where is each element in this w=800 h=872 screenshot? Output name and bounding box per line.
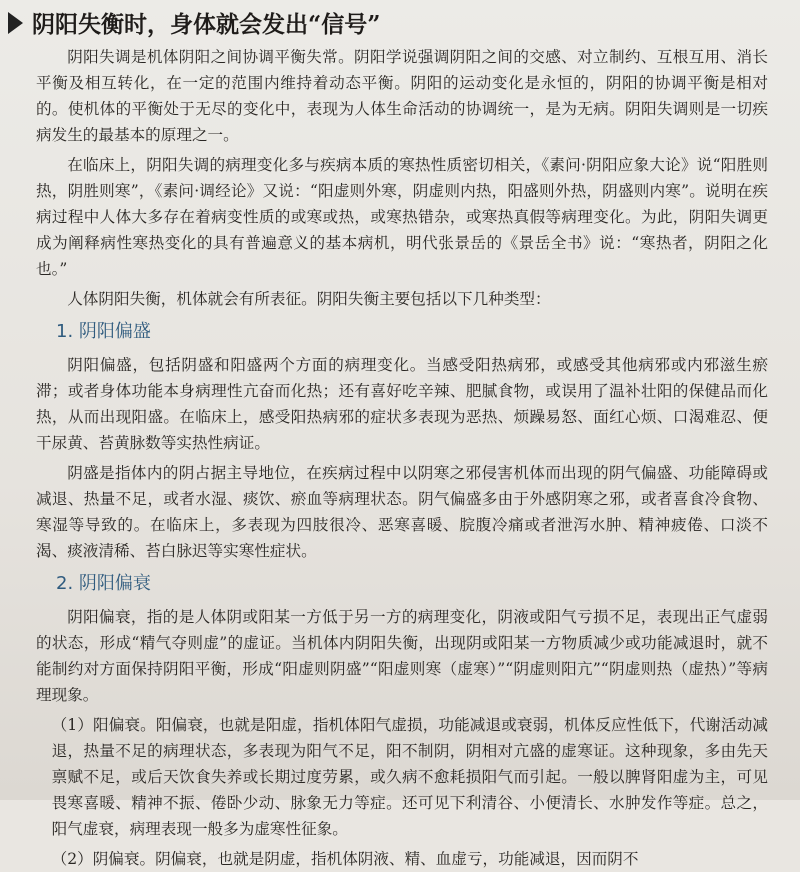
page-heading	[8, 6, 380, 39]
section-title-yinyang-excess: 1. 阴阳偏盛	[56, 321, 151, 342]
intro-paragraph-2: 在临床上，阴阳失调的病理变化多与疾病本质的寒热性质密切相关，《素问·阴阳应象大论》说“阳胜则热，阴胜则寒”，《素问·调经论》又说：“阳虚则外寒，阴虚则内热，阳盛则外热，阴盛则内寒”。说明在疾病过程中人体大多存在着病变性质的或寒或热，或寒热错杂，或寒热真假等病理变化。为此，阴阳失调更成为阐释病性寒热变化的具有普遍意义的基本病机，明代张景岳的《景岳全书》说：“寒热者，阴阳之化也。”	[36, 156, 768, 278]
section1-paragraph-1: 阴阳偏盛，包括阴盛和阳盛两个方面的病理变化。当感受阳热病邪，或感受其他病邪或内邪滋生瘀滞；或者身体功能本身病理性亢奋而化热；还有喜好吃辛辣、肥腻食物，或误用了温补壮阳的保健品而化热，从而出现阳盛。在临床上，感受阳热病邪的症状多表现为恶热、烦躁易怒、面红心烦、口渴难忍、便干尿黄、苔黄脉数等实热性病证。	[36, 356, 768, 452]
triangle-bullet-icon	[8, 12, 23, 34]
section1-paragraph-2: 阴盛是指体内的阴占据主导地位，在疾病过程中以阴寒之邪侵害机体而出现的阴气偏盛、功能障碍或减退、热量不足，或者水湿、痰饮、瘀血等病理状态。阴气偏盛多由于外感阴寒之邪，或者喜食冷食物、寒湿等导致的。在临床上，多表现为四肢很冷、恶寒喜暖、脘腹冷痛或者泄泻水肿、精神疲倦、口淡不渴、痰液清稀、苔白脉迟等实寒性症状。	[36, 464, 768, 560]
heading-text: 阴阳失衡时，身体就会发出“信号”	[32, 11, 381, 38]
section2-paragraph-1: 阴阳偏衰，指的是人体阴或阳某一方低于另一方的病理变化，阴液或阳气亏损不足，表现出正气虚弱的状态，形成“精气夺则虚”的虚证。当机体内阴阳失衡，出现阴或阳某一方物质减少或功能减退时，就不能制约对方面保持阴阳平衡，形成“阳虚则阴盛”“阳虚则寒（虚寒）”“阴虚则阳亢”“阴虚则热（虚热）”等病理现象。	[36, 608, 768, 704]
intro-paragraph-3: 人体阴阳失衡，机体就会有所表征。阴阳失衡主要包括以下几种类型：	[67, 290, 551, 308]
list-item-yang-deficiency: （1）阳偏衰。阳偏衰，也就是阳虚，指机体阳气虚损，功能减退或衰弱，机体反应性低下，代谢活动减退，热量不足的病理状态，多表现为阳气不足，阳不制阴，阴相对亢盛的虚寒证。这种现象，多由先天禀赋不足，或后天饮食失养或长期过度劳累，或久病不愈耗损阳气而引起。一般以脾肾阳虚为主，可见畏寒喜暖、精神不振、倦卧少动、脉象无力等症。还可见下利清谷、小便清长、水肿发作等症。总之，阳气虚衰，病理表现一般多为虚寒性征象。	[51, 716, 768, 838]
list-item-yin-deficiency: （2）阴偏衰。阴偏衰，也就是阴虚，指机体阴液、精、血虚亏，功能减退，因而阴不	[51, 850, 639, 868]
body-text	[36, 44, 768, 872]
section-title-yinyang-deficiency: 2. 阴阳偏衰	[56, 573, 151, 594]
intro-paragraph-1: 阴阳失调是机体阴阳之间协调平衡失常。阴阳学说强调阴阳之间的交感、对立制约、互根互用、消长平衡及相互转化，在一定的范围内维持着动态平衡。阴阳的运动变化是永恒的，阴阳的协调平衡是相对的。使机体的平衡处于无尽的变化中，表现为人体生命活动的协调统一，是为无病。阴阳失调则是一切疾病发生的最基本的原理之一。	[36, 48, 768, 144]
